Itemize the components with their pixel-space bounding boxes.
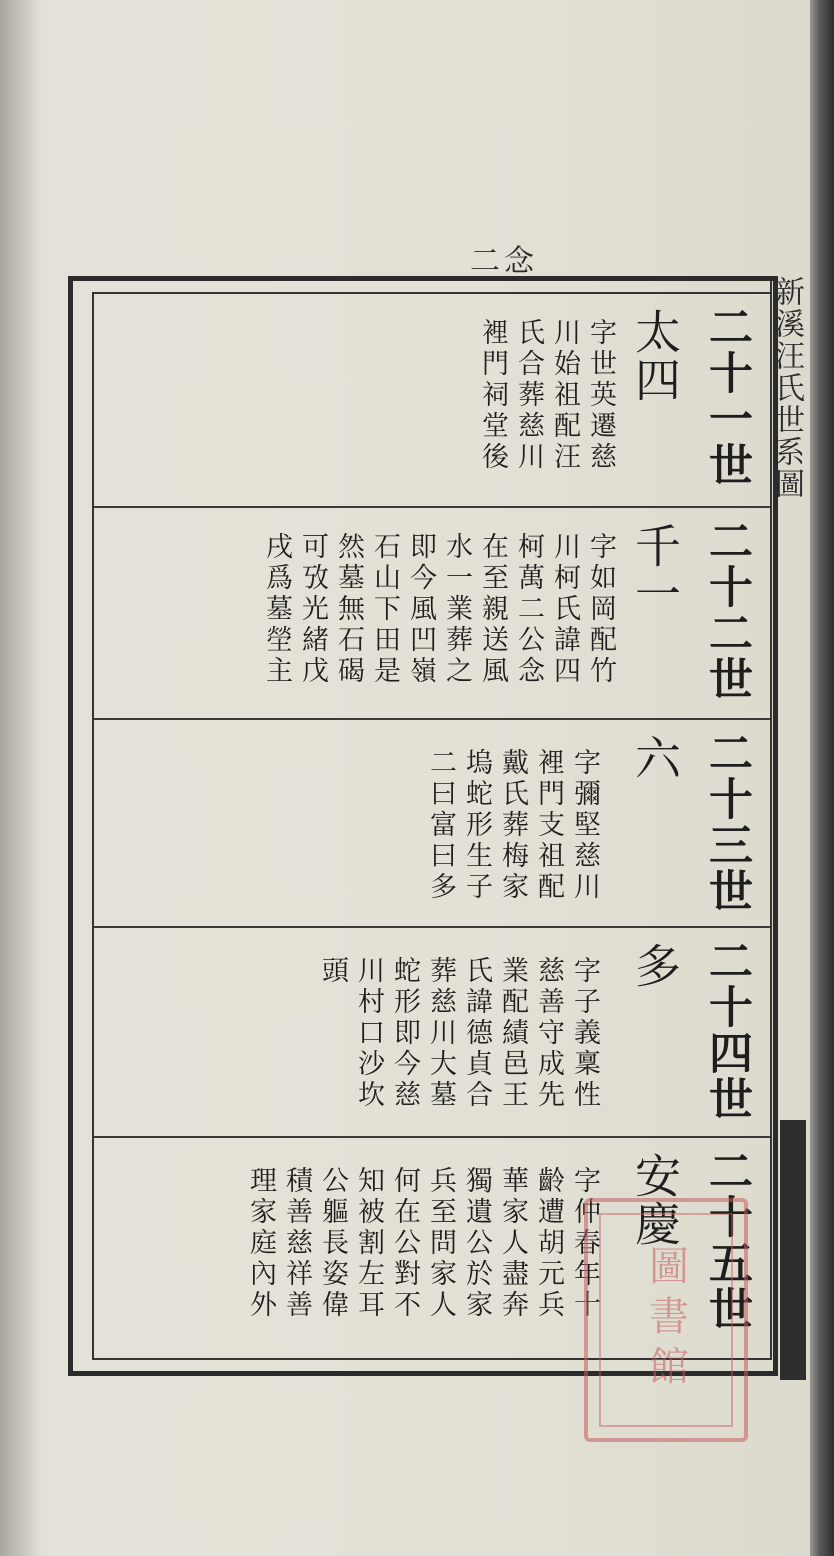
generation-label: 二十一世 — [701, 304, 752, 488]
bio-line: 裡門祠堂後 — [477, 318, 508, 473]
generation-label: 二十二世 — [701, 518, 752, 702]
genealogy-row — [94, 928, 770, 1138]
bio-line: 兵至問家人 — [425, 1166, 456, 1321]
bio-line: 齡遭胡元兵 — [533, 1166, 564, 1321]
bio-line: 塢蛇形生子 — [461, 748, 492, 903]
page-fold-shadow — [0, 0, 40, 1556]
library-seal-stamp — [584, 1198, 748, 1442]
person-name: 安慶 — [628, 1152, 682, 1248]
bio-line: 二曰富曰多 — [425, 748, 456, 903]
bio-line: 字如岡配竹 — [585, 532, 616, 687]
bio-line: 戴氏葬梅家 — [497, 748, 528, 903]
person-name: 多 — [628, 942, 682, 990]
bio-line: 知被割左耳 — [353, 1166, 384, 1321]
person-name: 太四 — [628, 308, 682, 404]
bio-line: 氏合葬慈川 — [513, 318, 544, 473]
bio-line: 理家庭內外 — [245, 1166, 276, 1321]
bio-line: 即今風凹嶺 — [405, 532, 436, 687]
bio-line: 字子義稟性 — [569, 956, 600, 1111]
person-name: 六 — [628, 734, 682, 782]
genealogy-row — [94, 720, 770, 928]
book-title-strip: 新溪汪氏世系圖 — [770, 276, 808, 636]
bio-line: 字彌堅慈川 — [569, 748, 600, 903]
bio-line: 何在公對不 — [389, 1166, 420, 1321]
bio-line: 葬慈川大墓 — [425, 956, 456, 1111]
bio-line: 川始祖配汪 — [549, 318, 580, 473]
bio-line: 川柯氏諱四 — [549, 532, 580, 687]
margin-decoration-bar — [780, 1120, 806, 1380]
genealogy-row — [94, 294, 770, 508]
generation-label: 二十四世 — [701, 938, 752, 1122]
bio-line: 氏諱德貞合 — [461, 956, 492, 1111]
bio-line: 水一業葬之 — [441, 532, 472, 687]
bio-line: 積善慈祥善 — [281, 1166, 312, 1321]
bio-line: 獨遺公於家 — [461, 1166, 492, 1321]
bio-line: 柯萬二公念 — [513, 532, 544, 687]
bio-line: 裡門支祖配 — [533, 748, 564, 903]
bio-line: 字世英遷慈 — [585, 318, 616, 473]
bio-line: 在至親送風 — [477, 532, 508, 687]
generation-label: 二十五世 — [701, 1148, 752, 1332]
bio-line: 石山下田是 — [369, 532, 400, 687]
person-name: 千一 — [628, 522, 682, 618]
bio-line: 慈善守成先 — [533, 956, 564, 1111]
bio-line: 蛇形即今慈 — [389, 956, 420, 1111]
bio-line: 然墓無石碣 — [333, 532, 364, 687]
bio-line: 頭 — [317, 956, 348, 987]
bio-line: 川村口沙坎 — [353, 956, 384, 1111]
generation-label: 二十三世 — [701, 730, 752, 914]
book-spine-edge — [810, 0, 834, 1556]
page-number-label: 二念 — [470, 244, 538, 279]
bio-line: 可攷光緒戊 — [297, 532, 328, 687]
bio-line: 字仲春年十 — [569, 1166, 600, 1321]
bio-line: 華家人盡奔 — [497, 1166, 528, 1321]
seal-text: 圖書館 — [599, 1213, 733, 1427]
bio-line: 戌爲墓塋主 — [261, 532, 292, 687]
bio-line: 公軀長姿偉 — [317, 1166, 348, 1321]
bio-line: 業配績邑王 — [497, 956, 528, 1111]
genealogy-row — [94, 508, 770, 720]
